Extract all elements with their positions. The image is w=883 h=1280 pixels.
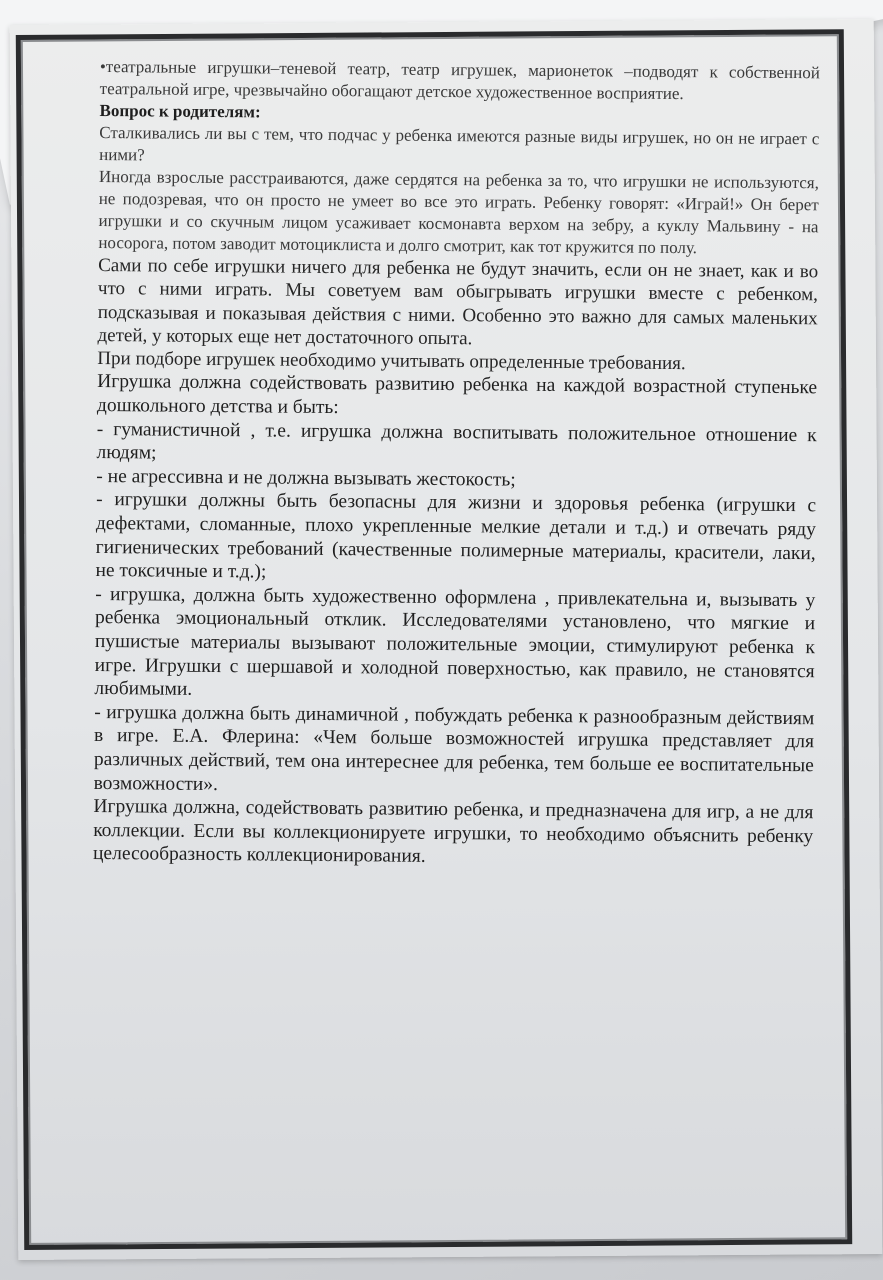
- list-item-non-aggressive: - не агрессивна и не должна вызывать жестокость;: [96, 465, 516, 491]
- paragraph-adults-upset: Иногда взрослые расстраиваются, даже сердятся на ребенка за то, что игрушки не используются, не подозревая, что он просто не умеет во все это играть. Ребенку говорят: «Играй!» Он берет игрушки и со скучным лицом усаживает космонавта верхом на зебру, а куклу Мальвину - на носорога, потом заводит мотоциклиста и долго смотрит, как тот кружится по полу.: [98, 166, 820, 258]
- paragraph-requirements-intro: При подборе игрушек необходимо учитывать определенные требования.: [97, 348, 686, 375]
- paragraph-development: Игрушка должна содействовать развитию ребенка на каждой возрастной ступеньке дошкольного детства и быть:: [96, 371, 818, 419]
- list-item-dynamic: - игрушка должна быть динамичной , побуждать ребенка к разнообразным действиям в игре. Е.А. Флерина: «Чем больше возможностей игрушка представляет для различных действий, тем она интереснее для ребенка, тем больше ее воспитательные возможности».: [93, 701, 815, 795]
- heading-question-to-parents: Вопрос к родителям:: [99, 100, 261, 122]
- list-item-artistic: - игрушка, должна быть художественно оформлена , привлекательна и, вызывать у ребенка эмоциональный отклик. Исследователями установлено, что мягкие и пушистые материалы вызывают положительные эмоции, стимулируют ребенка к игре. Игрушки с шершавой и холодной поверхностью, как правило, не становятся любимыми.: [94, 583, 816, 701]
- paragraph-question: Сталкивались ли вы с тем, что подчас у ребенка имеются разные виды игрушек, но он не играет с ними?: [99, 122, 820, 165]
- paragraph-play-together: Сами по себе игрушки ничего для ребенка не будут значить, если он не знает, как и во что с ними играть. Мы советуем вам обыгрывать игрушки вместе с ребенком, подсказывая и показывая действия с ними. Особенно это важно для самых маленьких детей, у которых еще нет достаточного опыта.: [97, 254, 819, 350]
- document-body: [93, 56, 820, 872]
- list-item-safe: - игрушки должны быть безопасны для жизни и здоровья ребенка (игрушки с дефектами, сломанные, плохо укрепленные мелкие детали и т.д.) и отвечать ряду гигиенических требований (качественные полимерные материалы, красители, лаки, не токсичные и т.д.);: [95, 489, 817, 583]
- paragraph-theatrical-toys: •театральные игрушки–теневой театр, театр игрушек, марионеток –подводят к собственной театральной игре, чрезвычайно обогащают детское художественное восприятие.: [99, 56, 820, 104]
- list-item-humanistic: - гуманистичной , т.е. игрушка должна воспитывать положительное отношение к людям;: [96, 418, 817, 464]
- paragraph-for-play-not-collection: Игрушка должна, содействовать развитию ребенка, и предназначена для игр, а не для коллекции. Если вы коллекционируете игрушки, то необходимо объяснить ребенку целесообразность коллекционирования.: [92, 796, 814, 868]
